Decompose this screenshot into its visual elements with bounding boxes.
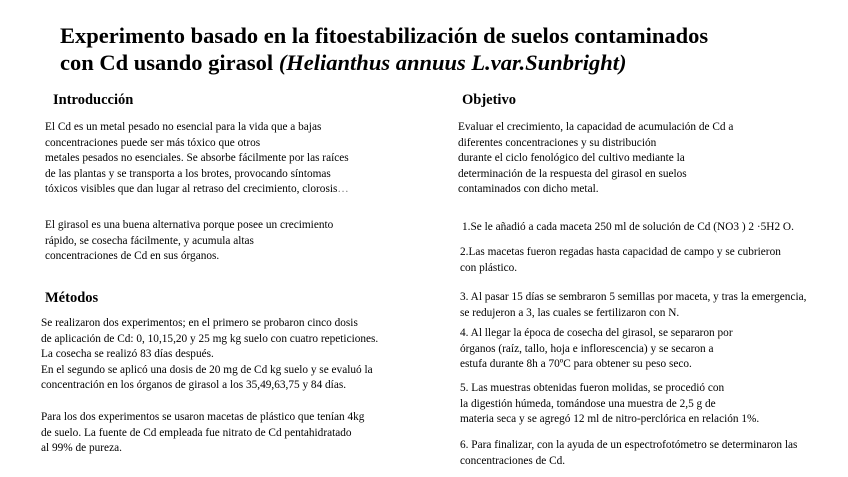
step-5-line: materia seca y se agregó 12 ml de nitro-perclórica en relación 1%. <box>460 413 760 426</box>
step-5-line: la digestión húmeda, tomándose una muestra de 2,5 g de <box>460 397 716 410</box>
intro-p1-line: de las plantas y se transporta a los brotes, provocando síntomas <box>45 167 331 180</box>
step-3 <box>460 290 806 321</box>
title-line-2 <box>60 49 830 76</box>
step-4-line: 4. Al llegar la época de cosecha del girasol, se separaron por <box>460 327 733 339</box>
methods-p1-line: concentración en los órganos de girasol a los 35,49,63,75 y 84 días. <box>41 379 347 392</box>
intro-p1-line: El Cd es un metal pesado no esencial para la vida que a bajas <box>45 121 322 133</box>
methods-p1-line: Se realizaron dos experimentos; en el primero se probaron cinco dosis <box>41 317 358 329</box>
objective-paragraph <box>458 120 733 198</box>
title-species: (Helianthus annuus L.var.Sunbright) <box>278 50 627 75</box>
methods-p1-line: En el segundo se aplicó una dosis de 20 mg de Cd kg suelo y se evaluó la <box>41 363 373 376</box>
title-line-1: Experimento basado en la fitoestabilización de suelos contaminados <box>60 23 709 48</box>
objective-line: Evaluar el crecimiento, la capacidad de acumulación de Cd a <box>458 121 734 133</box>
objective-line: contaminados con dicho metal. <box>458 183 599 196</box>
methods-paragraph-1 <box>41 316 378 394</box>
methods-heading: Métodos <box>45 290 99 306</box>
intro-p1-line: concentraciones puede ser más tóxico que otros <box>45 136 261 149</box>
intro-p2-line: El girasol es una buena alternativa porque posee un crecimiento <box>45 219 334 231</box>
methods-p1-line: de aplicación de Cd: 0, 10,15,20 y 25 mg kg suelo con cuatro repeticiones. <box>41 332 379 345</box>
step-6 <box>460 438 797 469</box>
step-6-line: concentraciones de Cd. <box>460 454 566 467</box>
intro-paragraph-2 <box>45 218 333 265</box>
step-1-line: 1.Se le añadió a cada maceta 250 ml de solución de Cd (NO3 ) 2 ·5H2 O. <box>462 221 794 233</box>
intro-p2-line: rápido, se cosecha fácilmente, y acumula altas <box>45 234 254 247</box>
objective-line: durante el ciclo fenológico del cultivo mediante la <box>458 152 685 165</box>
intro-paragraph-1 <box>45 120 349 198</box>
truncation-ellipsis: … <box>337 183 349 196</box>
intro-p1-line <box>45 182 349 198</box>
methods-p1-line: La cosecha se realizó 83 días después. <box>41 348 214 361</box>
intro-p1-line: metales pesados no esenciales. Se absorbe fácilmente por las raíces <box>45 152 349 165</box>
objective-line: determinación de la respuesta del girasol en suelos <box>458 167 687 180</box>
step-2-line: 2.Las macetas fueron regadas hasta capacidad de campo y se cubrieron <box>460 246 781 258</box>
step-4-line: estufa durante 8h a 70ºC para obtener su peso seco. <box>460 358 692 371</box>
step-3-line: se redujeron a 3, las cuales se fertilizaron con N. <box>460 306 680 319</box>
objective-line: diferentes concentraciones y su distribución <box>458 136 657 149</box>
title-line-2-text: con Cd usando girasol <box>60 50 279 75</box>
methods-paragraph-2 <box>41 410 364 457</box>
step-4 <box>460 326 733 373</box>
page-title <box>60 22 830 76</box>
step-4-line: órganos (raíz, tallo, hoja e inflorescencia) y se secaron a <box>460 342 714 355</box>
objective-heading: Objetivo <box>462 92 516 108</box>
step-1 <box>462 220 794 236</box>
step-2 <box>460 245 781 276</box>
methods-p2-line: Para los dos experimentos se usaron macetas de plástico que tenían 4kg <box>41 411 365 423</box>
step-2-line: con plástico. <box>460 261 518 274</box>
step-6-line: 6. Para finalizar, con la ayuda de un espectrofotómetro se determinaron las <box>460 439 798 451</box>
methods-p2-line: de suelo. La fuente de Cd empleada fue nitrato de Cd pentahidratado <box>41 426 352 439</box>
intro-p2-line: concentraciones de Cd en sus órganos. <box>45 250 220 263</box>
intro-heading: Introducción <box>53 92 134 108</box>
step-5-line: 5. Las muestras obtenidas fueron molidas, se procedió con <box>460 382 725 394</box>
step-3-line: 3. Al pasar 15 días se sembraron 5 semillas por maceta, y tras la emergencia, <box>460 291 807 303</box>
intro-p1-line-text: tóxicos visibles que dan lugar al retraso del crecimiento, clorosis <box>45 183 338 196</box>
step-5 <box>460 381 759 428</box>
methods-p2-line: al 99% de pureza. <box>41 442 122 455</box>
